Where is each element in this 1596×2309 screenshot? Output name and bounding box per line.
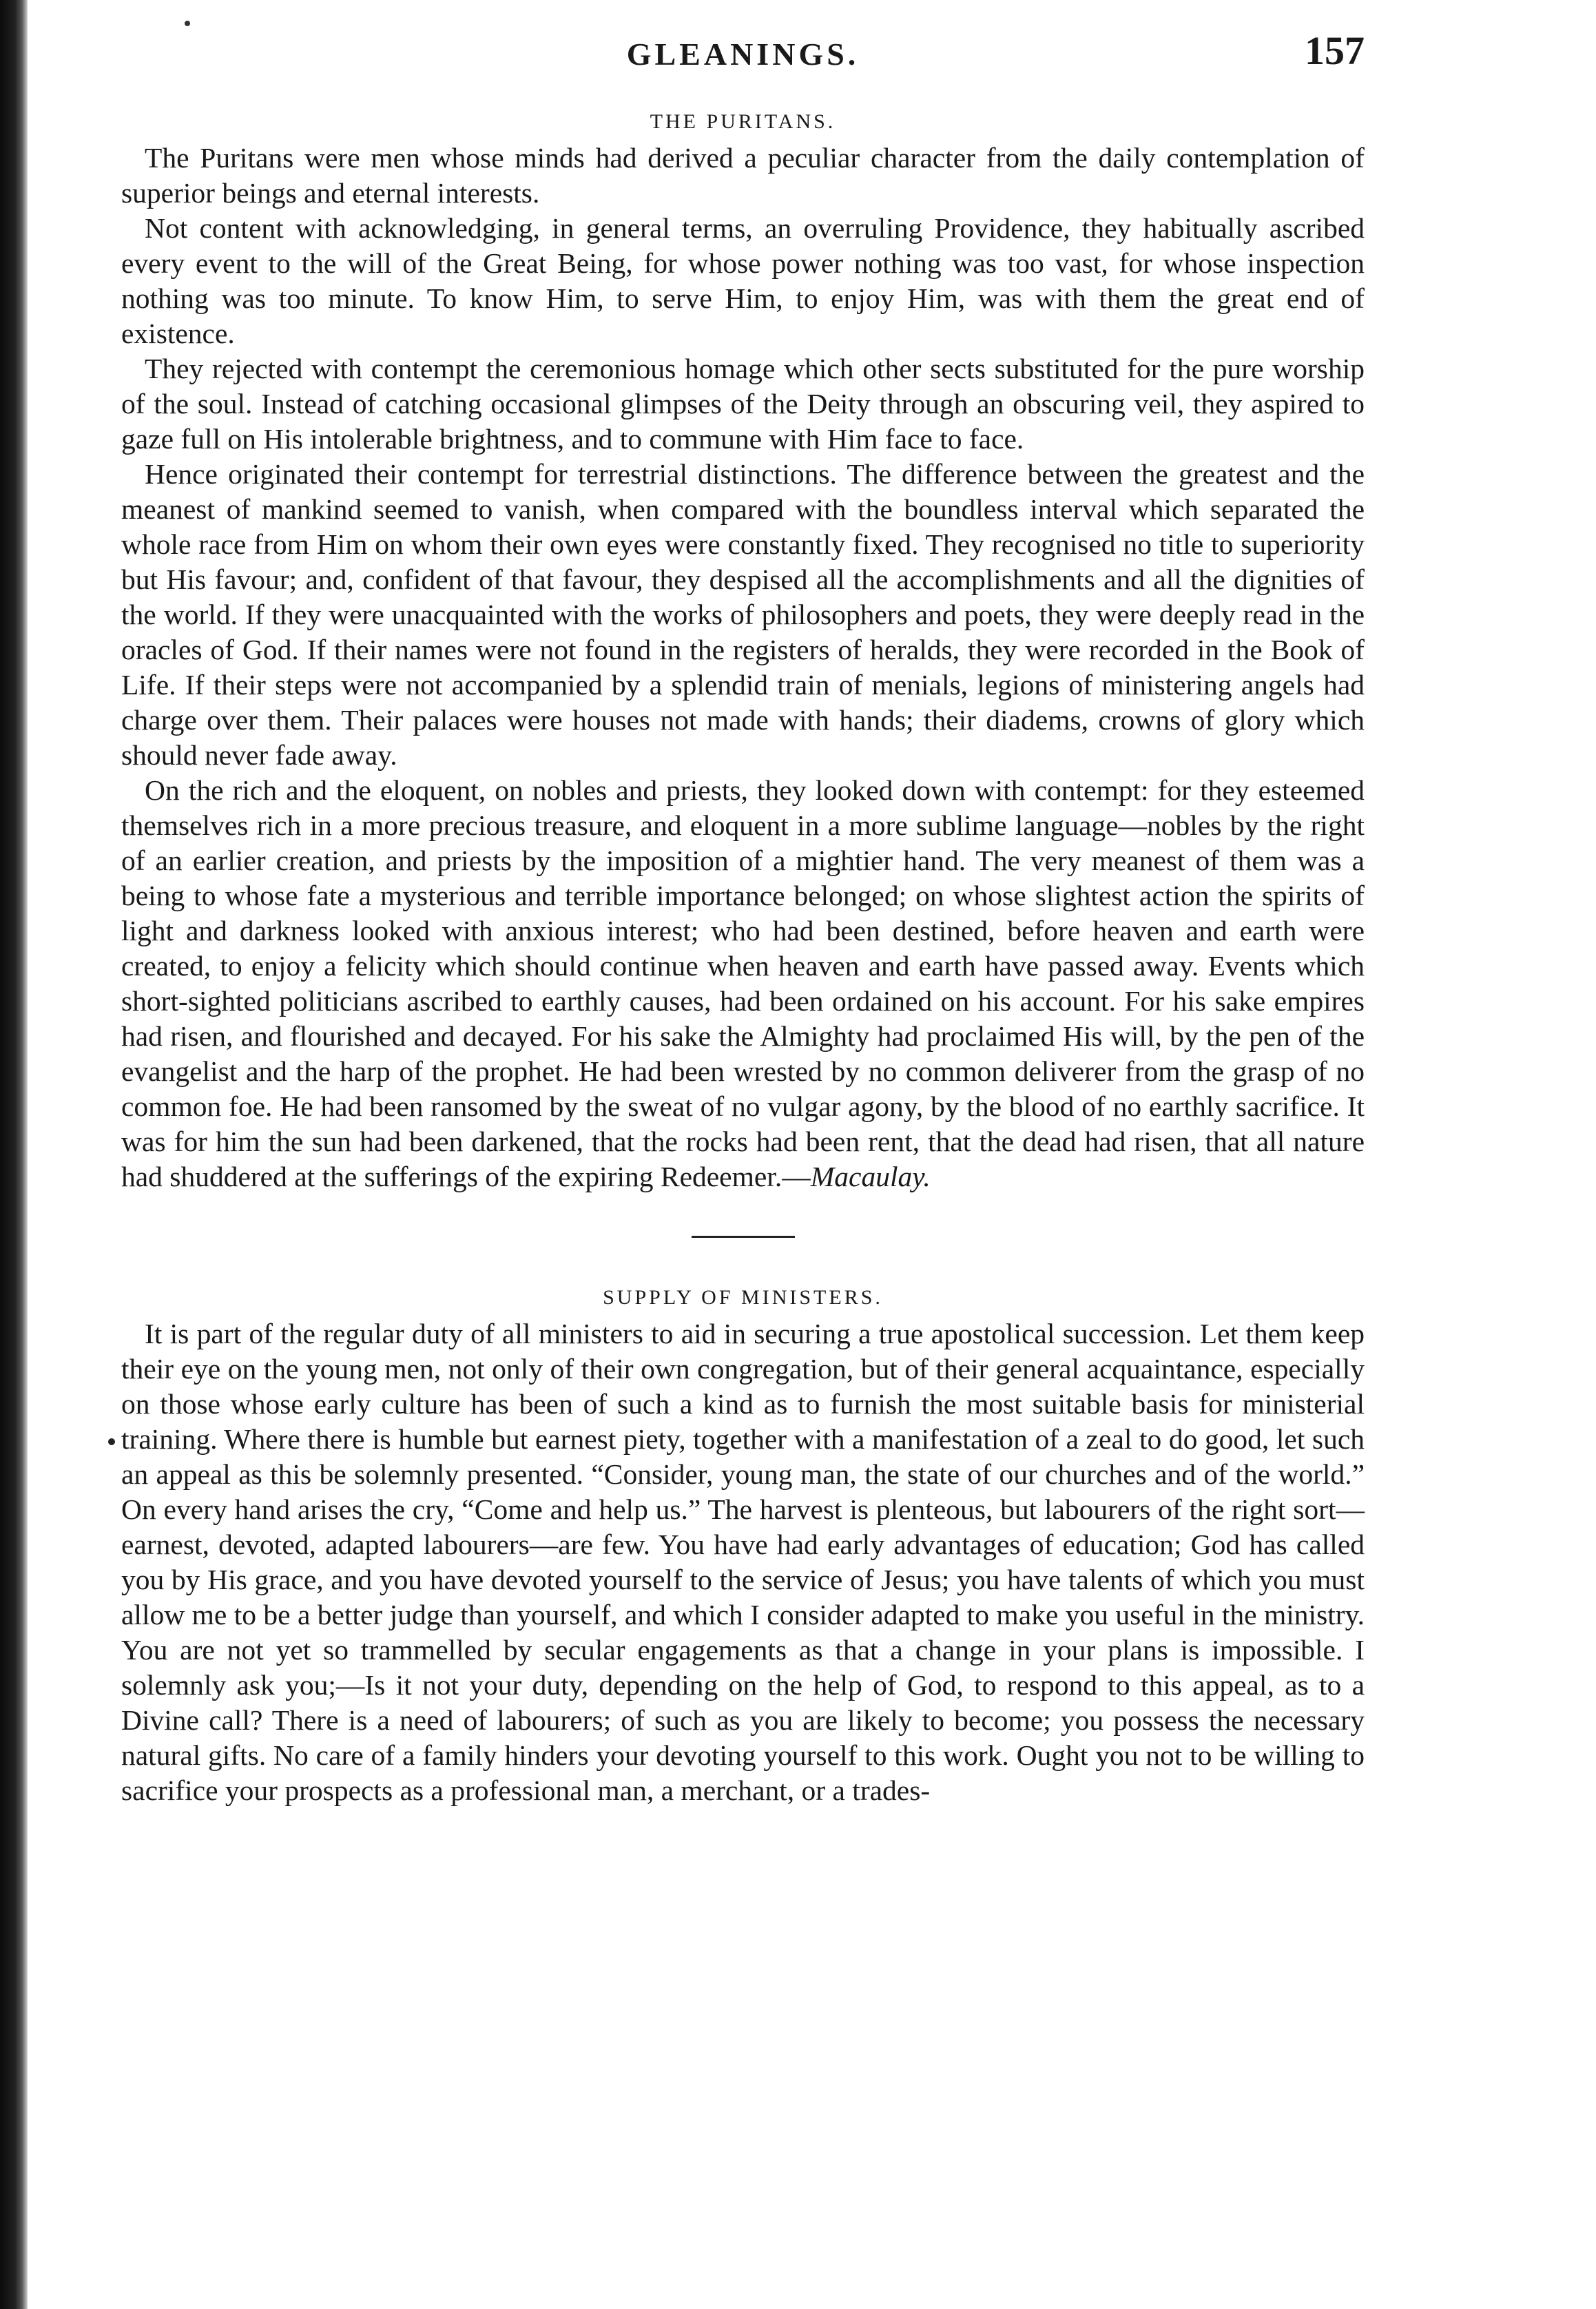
paragraph-text: On the rich and the eloquent, on nobles and priests, they looked down with contempt: for they esteemed themselves rich in a more precious treasure, and eloquent in a more sublime language—nobles by the right of an earlier creation, and priests by the imposition of a mightier hand. The very meanest of them was a being to whose fate a mysterious and terrible importance belonged; on whose slightest action the spirits of light and darkness looked with anxious interest; who had been destined, before heaven and earth were created, to enjoy a felicity which should continue when heaven and earth have passed away. Events which short-sighted politicians ascribed to earthly causes, had been ordained on his account. For his sake empires had risen, and flourished and decayed. For his sake the Almighty had proclaimed His will, by the pen of the evangelist and the harp of the prophet. He had been wrested by no common deliverer from the grasp of no common foe. He had been ransomed by the sweat of no vulgar agony, by the blood of no earthly sacrifice. It was for him the sun had been darkened, that the rocks had been rent, that the dead had risen, that all nature had shuddered at the sufferings of the expiring Redeemer.—: [121, 774, 1365, 1192]
article-title: SUPPLY OF MINISTERS.: [603, 1286, 883, 1309]
paragraph-with-attribution: [121, 773, 1365, 1194]
attribution: Macaulay.: [810, 1161, 931, 1192]
paragraph: It is part of the regular duty of all ministers to aid in securing a true apostolical succession. Let them keep their eye on the young men, not only of their own congregation, but of their general acquaintance, especially on those whose early culture has been of such a kind as to furnish the most suitable basis for ministerial training. Where there is humble but earnest piety, together with a manifestation of a zeal to do good, let such an appeal as this be solemnly presented. “Consider, young man, the state of our churches and of the world.” On every hand arises the cry, “Come and help us.” The harvest is plenteous, but labourers of the right sort—earnest, devoted, adapted labourers—are few. You have had early advantages of education; God has called you by His grace, and you have devoted yourself to the service of Jesus; you have talents of which you must allow me to be a better judge than yourself, and which I consider adapted to make you useful in the ministry. You are not yet so trammelled by secular engagements as that a change in your plans is impossible. I solemnly ask you;—Is it not your duty, depending on the help of God, to respond to this appeal, as to a Divine call? There is a need of labourers; of such as you are likely to become; you possess the necessary natural gifts. No care of a family hinders your devoting yourself to this work. Ought you not to be willing to sacrifice your prospects as a professional man, a merchant, or a trades-: [121, 1318, 1365, 1806]
article-supply-of-ministers: [121, 1286, 1365, 1808]
running-head: GLEANINGS.: [626, 37, 860, 72]
page-number: 157: [1305, 28, 1365, 73]
article-puritans: [121, 110, 1365, 1194]
paragraph: The Puritans were men whose minds had derived a peculiar character from the daily contemplation of superior beings and eternal interests.: [121, 142, 1365, 209]
section-divider: [692, 1236, 795, 1238]
book-spine-edge: [0, 0, 28, 2309]
text-column: [121, 110, 1365, 1808]
paragraph: Not content with acknowledging, in general terms, an overruling Providence, they habitually ascribed every event to the will of the Great Being, for whose power nothing was too vast, for whose inspection nothing was too minute. To know Him, to serve Him, to enjoy Him, was with them the great end of existence.: [121, 212, 1365, 349]
ink-speck: [185, 21, 190, 26]
article-title: THE PURITANS.: [650, 110, 836, 133]
paragraph: They rejected with contempt the ceremonious homage which other sects substituted for the pure worship of the soul. Instead of catching occasional glimpses of the Deity through an obscuring veil, they aspired to gaze full on His intolerable brightness, and to commune with Him face to face.: [121, 353, 1365, 455]
paragraph: Hence originated their contempt for terrestrial distinctions. The difference between the greatest and the meanest of mankind seemed to vanish, when compared with the boundless interval which separated the whole race from Him on whom their own eyes were constantly fixed. They recognised no title to superiority but His favour; and, confident of that favour, they despised all the accomplishments and all the dignities of the world. If they were unacquainted with the works of philosophers and poets, they were deeply read in the oracles of God. If their names were not found in the registers of heralds, they were recorded in the Book of Life. If their steps were not accompanied by a splendid train of menials, legions of ministering angels had charge over them. Their palaces were houses not made with hands; their diadems, crowns of glory which should never fade away.: [121, 458, 1365, 771]
page-header: [121, 28, 1365, 76]
ink-speck: [108, 1438, 115, 1445]
